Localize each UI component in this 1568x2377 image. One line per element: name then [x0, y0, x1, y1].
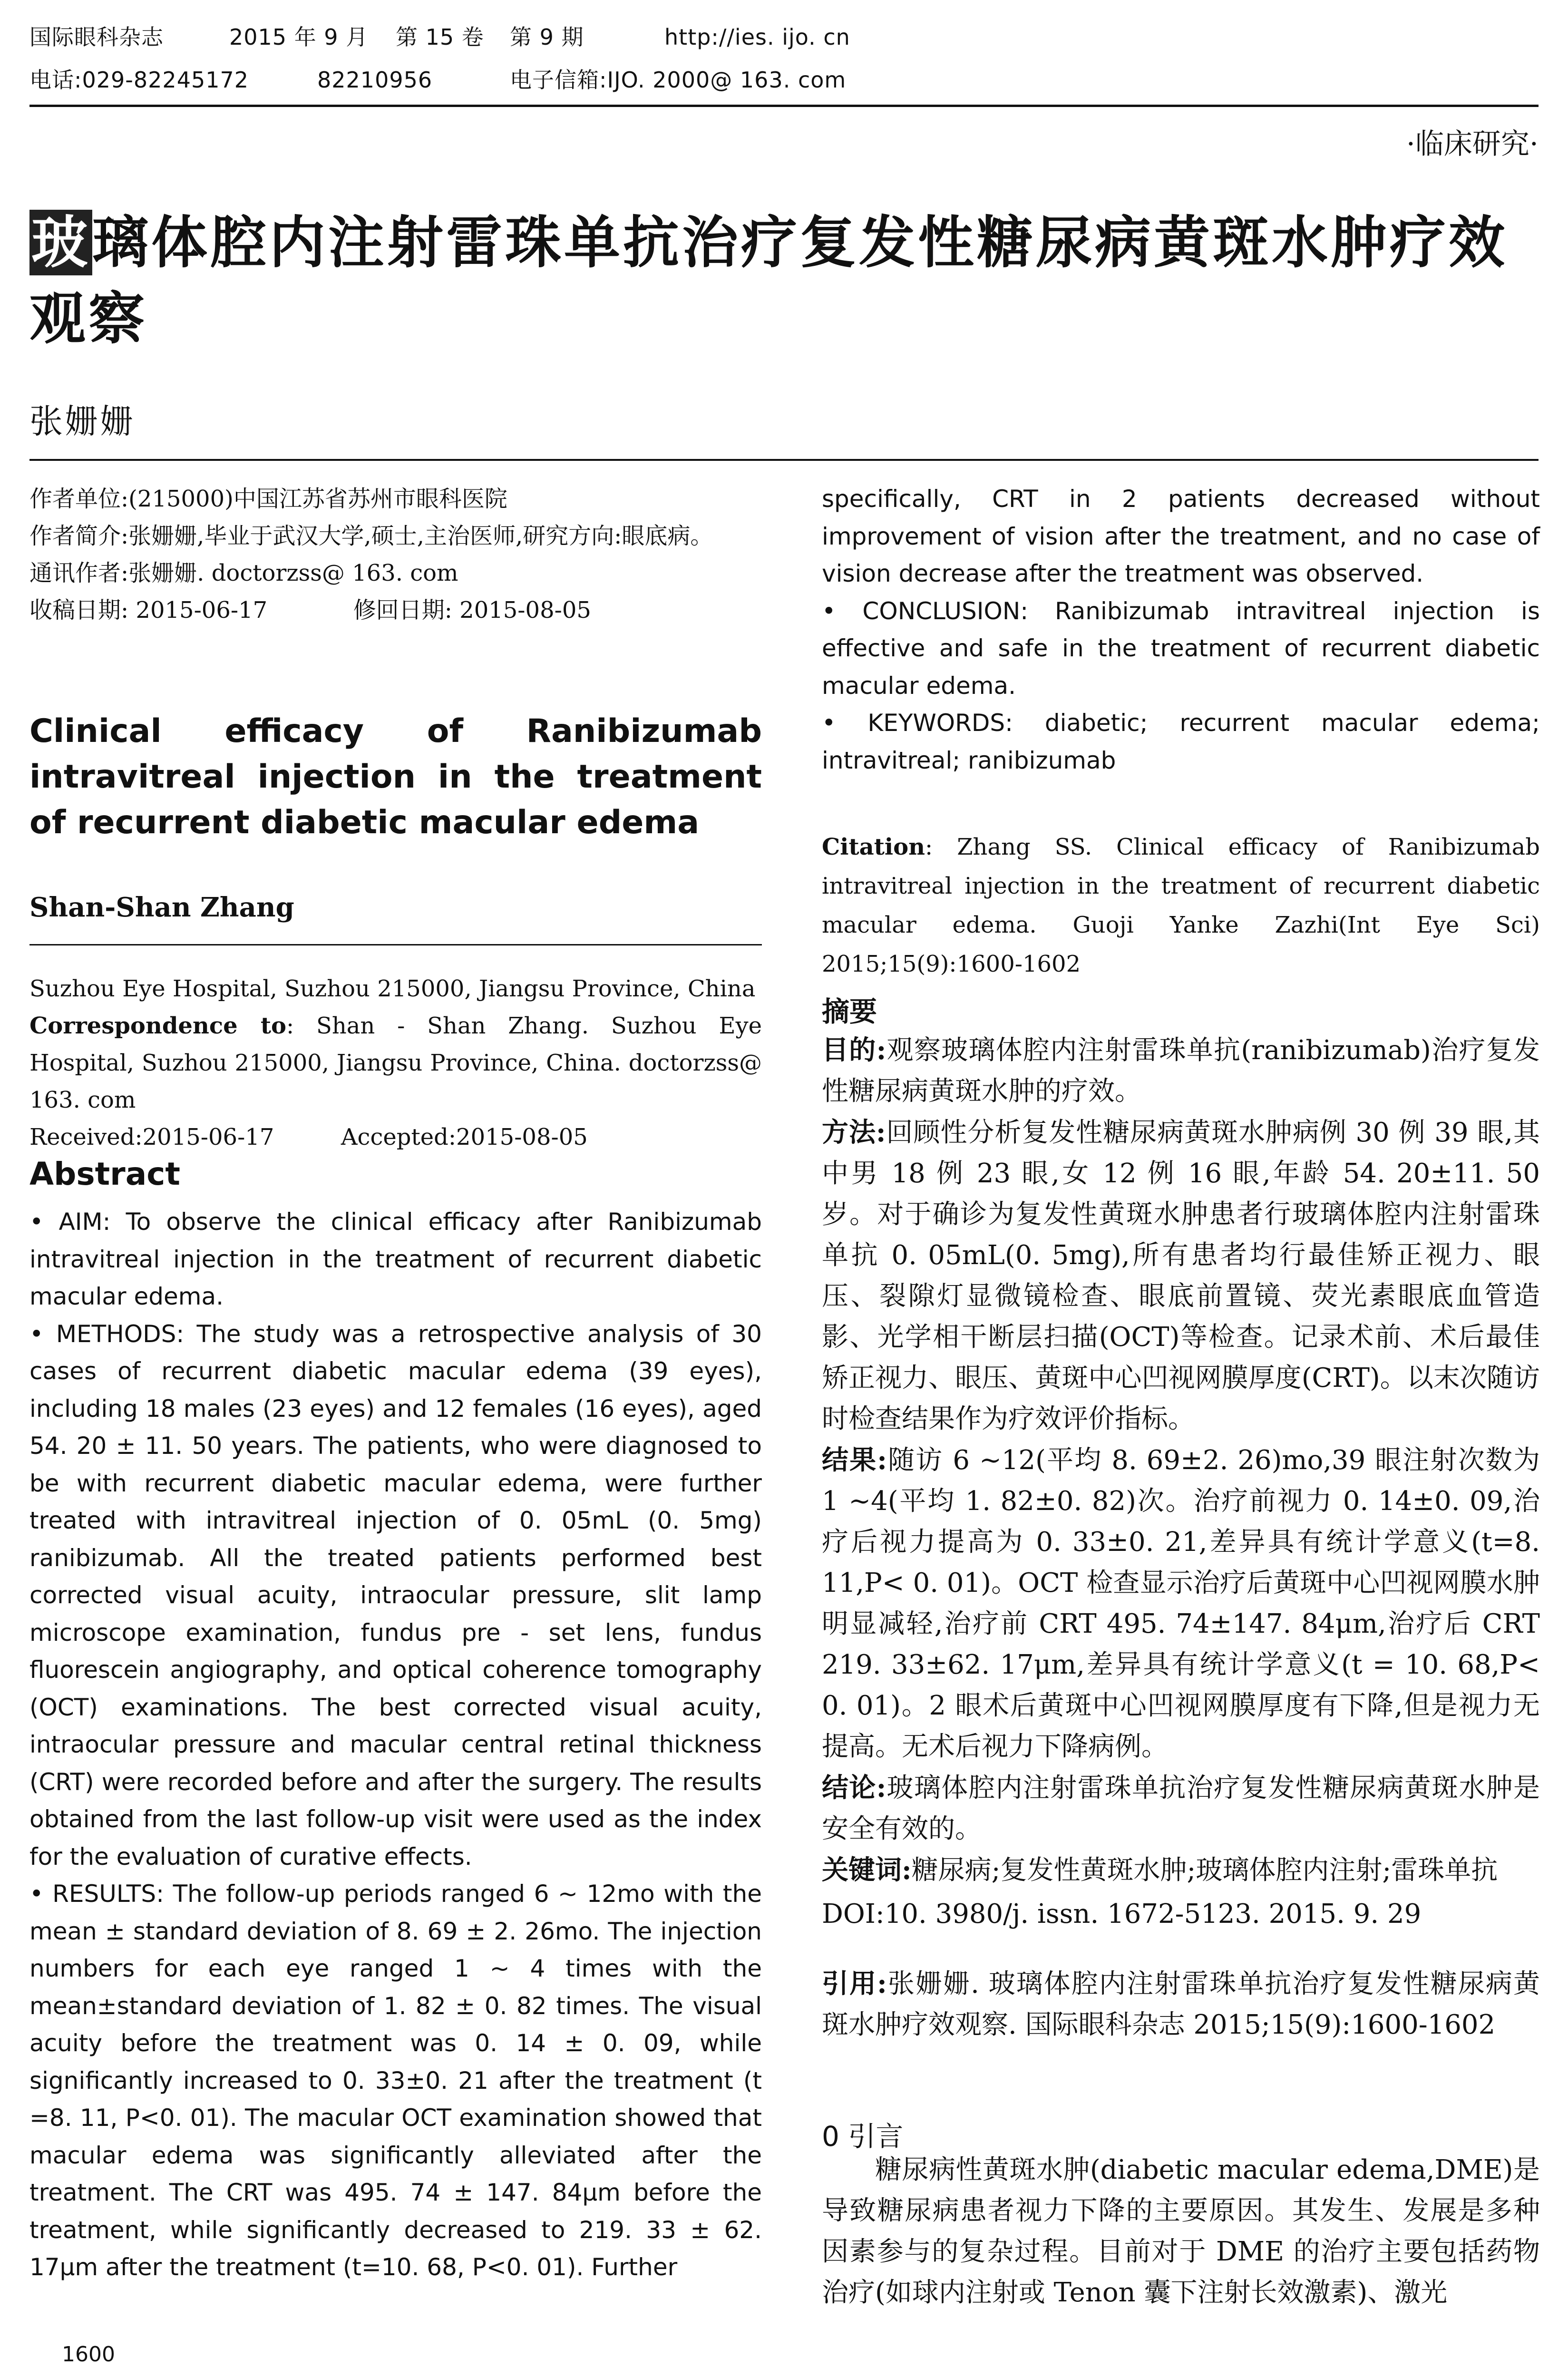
article-title	[29, 205, 1551, 357]
journal-url[interactable]: http://ies. ijo. cn	[664, 24, 850, 50]
cn-aim-label: 目的:	[822, 1034, 886, 1066]
citation-text: : Zhang SS. Clinical efficacy of Ranibizumab intravitreal injection in the treatment of recurrent diabetic macular edema. Guoji Yanke Zazhi(Int Eye Sci) 2015;15(9):1600-1602	[822, 834, 1540, 977]
author-bio: 作者简介:张姗姗,毕业于武汉大学,硕士,主治医师,研究方向:眼底病。	[29, 523, 713, 549]
cn-results-text: 随访 6 ~12(平均 8. 69±2. 26)mo,39 眼注射次数为 1 ~4(平均 1. 82±0. 82)次。治疗前视力 0. 14±0. 09,治疗后视力提高为 0. 33±0. 21,差异具有统计学意义(t=8. 11,P< 0. 01)。OCT 检查显示治疗后黄斑中心凹视网膜水肿明显减轻,治疗前 CRT 495. 74±147. 84μm,治疗后 CRT 219. 33±62. 17μm,差异具有统计学意义(t = 10. 68,P< 0. 01)。2 眼术后黄斑中心凹视网膜厚度有下降,但是视力无提高。无术后视力下降病例。	[822, 1445, 1540, 1762]
received-date: 收稿日期: 2015-06-17	[29, 597, 268, 623]
abstract-conclusion: • CONCLUSION: Ranibizumab intravitreal injection is effective and safe in the treatment of recurrent diabetic macular edema.	[822, 597, 1540, 700]
abstract-results: • RESULTS: The follow-up periods ranged 6 ~ 12mo with the mean ± standard deviation of 8. 69 ± 2. 26mo. The injection numbers for each eye ranged 1 ~ 4 times with the mean±standard deviation of 1. 82 ± 0. 82 times. The visual acuity before the treatment was 0. 14 ± 0. 09, while significantly increased to 0. 33±0. 21 after the treatment (t =8. 11, P<0. 01). The macular OCT examination showed that macular edema was significantly alleviated after the treatment. The CRT was 495. 74 ± 147. 84μm before the treatment, while significantly decreased to 219. 33 ± 62. 17μm after the treatment (t=10. 68, P<0. 01). Further	[29, 1880, 762, 2281]
correspondence-label: Correspondence to	[29, 1013, 287, 1039]
cn-keywords-text: 糖尿病;复发性黄斑水肿;玻璃体腔内注射;雷珠单抗	[911, 1855, 1498, 1886]
title-rest: 璃体腔内注射雷珠单抗治疗复发性糖尿病黄斑水肿疗效观察	[29, 210, 1508, 351]
cn-aim	[822, 1030, 1540, 1112]
cn-conclusion-text: 玻璃体腔内注射雷珠单抗治疗复发性糖尿病黄斑水肿是安全有效的。	[822, 1773, 1540, 1844]
citation-block	[822, 828, 1540, 984]
cn-abstract	[822, 1030, 1540, 2046]
author-info	[29, 480, 762, 629]
cn-results	[822, 1440, 1540, 1767]
author-cn: 张姗姗	[29, 402, 135, 441]
citation-label: Citation	[822, 834, 925, 860]
cn-keywords	[822, 1850, 1540, 1891]
received-accepted	[29, 1119, 762, 1156]
issue-date: 2015 年 9 月	[229, 24, 369, 50]
revised-date: 修回日期: 2015-08-05	[353, 597, 591, 623]
cn-results-label: 结果:	[822, 1444, 887, 1476]
section-tag: ·临床研究·	[1406, 127, 1539, 161]
cn-methods	[822, 1112, 1540, 1440]
accepted-en: Accepted:2015-08-05	[341, 1124, 588, 1150]
cn-cite-label: 引用:	[822, 1968, 887, 1999]
abstract-left	[29, 1203, 762, 2286]
cn-conclusion	[822, 1767, 1540, 1850]
author-correspondence: 通讯作者:张姗姗. doctorzss@ 163. com	[29, 560, 458, 586]
english-author: Shan-Shan Zhang	[29, 892, 294, 923]
header-rule	[29, 105, 1539, 107]
phone-2: 82210956	[317, 67, 433, 93]
abstract-aim: • AIM: To observe the clinical efficacy after Ranibizumab intravitreal injection in the treatment of recurrent diabetic macular edema.	[29, 1208, 762, 1310]
cn-conclusion-label: 结论:	[822, 1772, 886, 1803]
intro-heading: 0 引言	[822, 2120, 904, 2153]
doi[interactable]: DOI:10. 3980/j. issn. 1672-5123. 2015. 9. 29	[822, 1899, 1422, 1929]
abstract-heading: Abstract	[29, 1156, 180, 1192]
cn-cite	[822, 1963, 1540, 2046]
received-revised	[29, 592, 762, 629]
cn-methods-label: 方法:	[822, 1117, 886, 1148]
affiliation-block	[29, 970, 762, 1156]
title-first-char: 玻	[29, 210, 92, 275]
abstract-methods: • METHODS: The study was a retrospective analysis of 30 cases of recurrent diabetic macular edema (39 eyes), including 18 males (23 eyes) and 12 females (16 eyes), aged 54. 20 ± 11. 50 years. The patients, who were diagnosed to be with recurrent diabetic macular edema, were further treated with intravitreal injection of 0. 05mL (0. 5mg) ranibizumab. All the treated patients performed best corrected visual acuity, intraocular pressure, slit lamp microscope examination, fundus pre - set lens, fundus fluorescein angiography, and optical coherence tomography (OCT) examinations. The best corrected visual acuity, intraocular pressure and macular central retinal thickness (CRT) were recorded before and after the surgery. The results obtained from the last follow-up visit were used as the index for the evaluation of curative effects.	[29, 1320, 762, 1870]
issue: 第 9 期	[510, 24, 584, 50]
affiliation-hospital: Suzhou Eye Hospital, Suzhou 215000, Jiangsu Province, China	[29, 975, 756, 1002]
received-en: Received:2015-06-17	[29, 1124, 274, 1150]
abstract-keywords: • KEYWORDS: diabetic; recurrent macular edema; intravitreal; ranibizumab	[822, 709, 1540, 774]
affiliation-rule	[29, 944, 762, 945]
cn-abstract-heading: 摘要	[822, 995, 877, 1028]
correspondence	[29, 1007, 762, 1119]
volume: 第 15 卷	[396, 24, 484, 50]
page-number: 1600	[62, 2342, 115, 2367]
journal-email[interactable]: 电子信箱:IJO. 2000@ 163. com	[510, 67, 847, 93]
main-rule	[29, 459, 1539, 461]
phone: 电话:029-82245172	[29, 67, 249, 93]
cn-cite-text: 张姗姗. 玻璃体腔内注射雷珠单抗治疗复发性糖尿病黄斑水肿疗效观察. 国际眼科杂志 2015;15(9):1600-1602	[822, 1968, 1540, 2040]
cn-methods-text: 回顾性分析复发性糖尿病黄斑水肿病例 30 例 39 眼,其中男 18 例 23 眼,女 12 例 16 眼,年龄 54. 20±11. 50 岁。对于确诊为复发性黄斑水肿患者行玻璃体腔内注射雷珠单抗 0. 05mL(0. 5mg),所有患者均行最佳矫正视力、眼压、裂隙灯显微镜检查、眼底前置镜、荧光素眼底血管造影、光学相干断层扫描(OCT)等检查。记录术前、术后最佳矫正视力、眼压、黄斑中心凹视网膜厚度(CRT)。以末次随访时检查结果作为疗效评价指标。	[822, 1117, 1540, 1434]
journal-name: 国际眼科杂志	[29, 24, 164, 50]
cn-aim-text: 观察玻璃体腔内注射雷珠单抗(ranibizumab)治疗复发性糖尿病黄斑水肿的疗效。	[822, 1035, 1540, 1107]
correspondence-text: : Shan - Shan Zhang. Suzhou Eye Hospital, Suzhou 215000, Jiangsu Province, China. doctorzss@ 163. com	[29, 1013, 762, 1113]
english-title: Clinical efficacy of Ranibizumab intravitreal injection in the treatment of recurrent diabetic macular edema	[29, 712, 762, 841]
intro-text: 糖尿病性黄斑水肿(diabetic macular edema,DME)是导致糖尿病患者视力下降的主要原因。其发生、发展是多种因素参与的复杂过程。目前对于 DME 的治疗主要包括药物治疗(如球内注射或 Tenon 囊下注射长效激素)、激光	[822, 2154, 1540, 2308]
abstract-results-cont: specifically, CRT in 2 patients decreased without improvement of vision after the treatment, and no case of vision decrease after the treatment was observed.	[822, 485, 1540, 587]
abstract-right	[822, 480, 1540, 779]
cn-keywords-label: 关键词:	[822, 1854, 912, 1886]
author-unit: 作者单位:(215000)中国江苏省苏州市眼科医院	[29, 486, 507, 512]
